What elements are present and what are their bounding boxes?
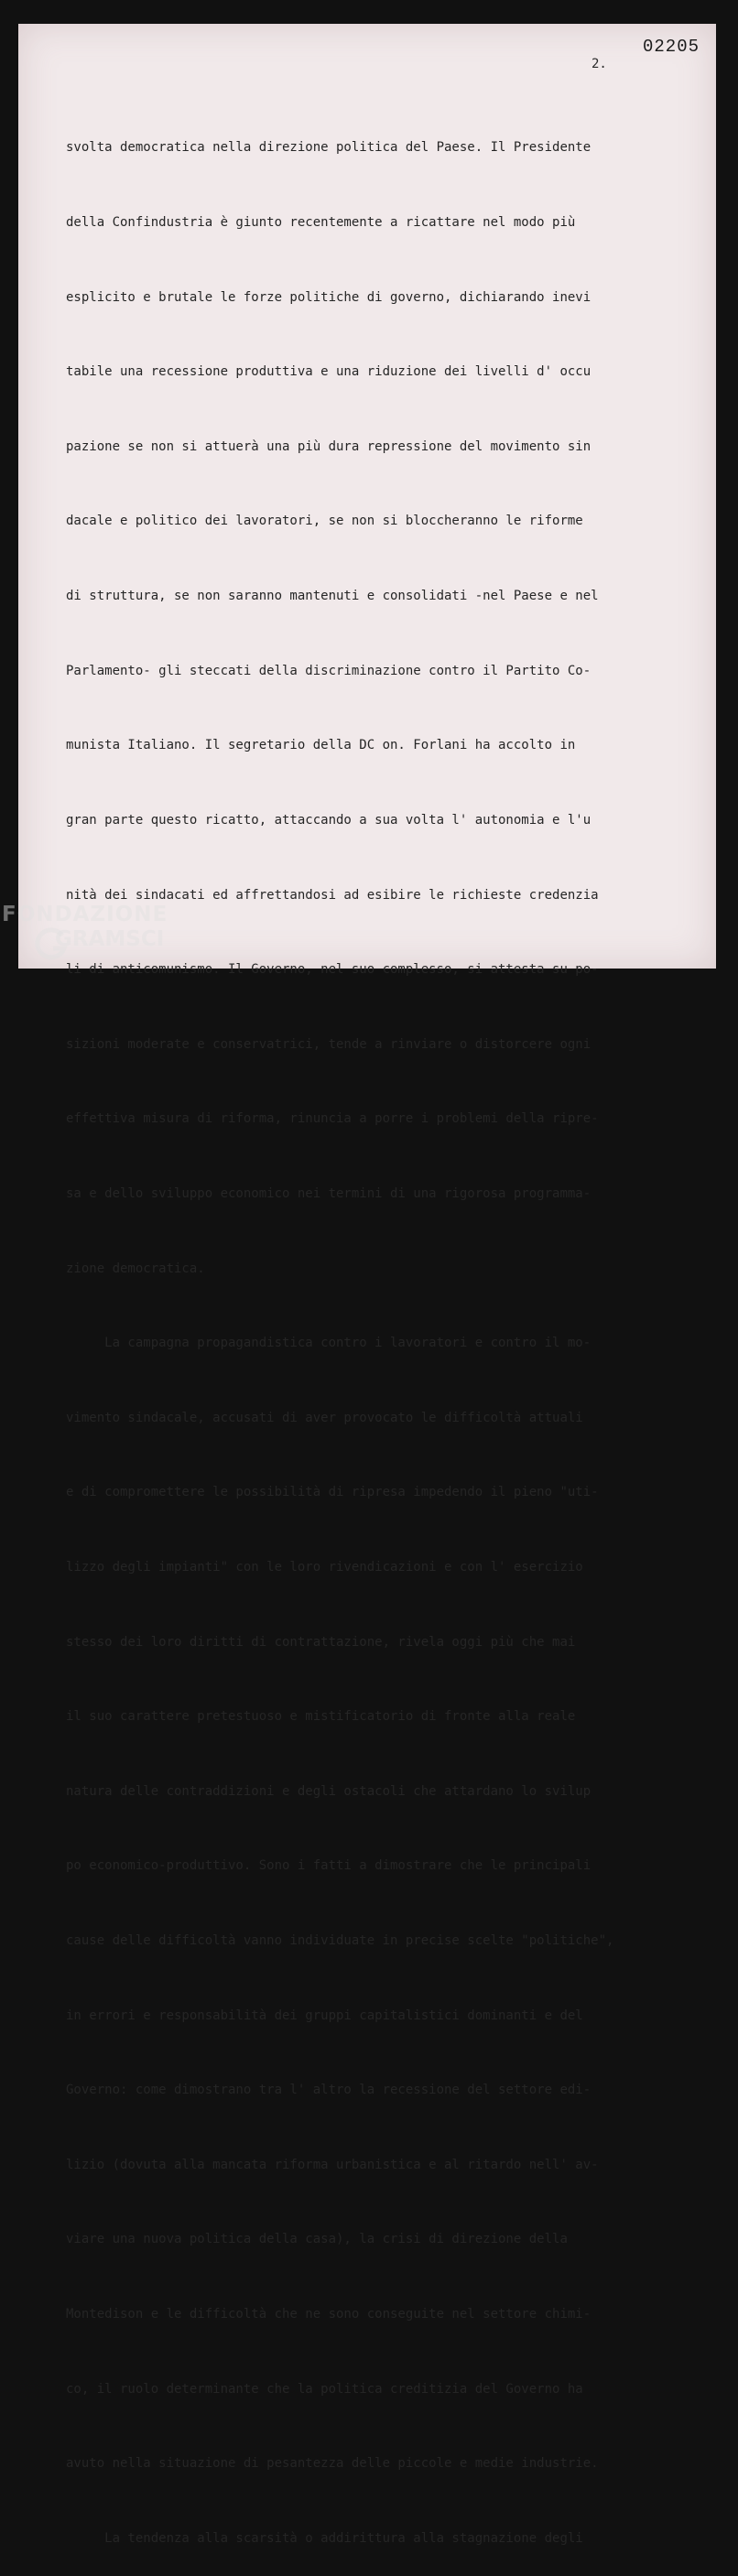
text-line: dacale e politico dei lavoratori, se non si bloccheranno le riforme [66,514,583,529]
gramsci-logo-icon [33,926,70,963]
text-line: nità dei sindacati ed affrettandosi ad esibire le richieste credenzia [66,887,599,903]
text-line: gran parte questo ricatto, attaccando a sua volta l' autonomia e l'u [66,812,591,828]
text-line: svolta democratica nella direzione politica del Paese. Il Presidente [66,140,591,156]
text-line: effettiva misura di riforma, rinuncia a porre i problemi della ripre- [66,1111,599,1127]
text-line: po economico-produttivo. Sono i fatti a dimostrare che le principali [66,1858,591,1874]
text-line: Montedison e le difficoltà che ne sono conseguite nel settore chimi- [66,2307,591,2322]
text-line: vimento sindacale, accusati di aver provocato le difficoltà attuali [66,1410,583,1425]
page-number: 2. [591,57,607,71]
text-line: lizzo degli impianti" con le loro rivendicazioni e con l' esercizio [66,1559,583,1575]
text-line: sizioni moderate e conservatrici, tende a rinviare o distorcere ogni [66,1036,591,1052]
text-line: La tendenza alla scarsità o addirittura alla stagnazione degli [66,2530,583,2546]
text-line: esplicito e brutale le forze politiche di governo, dichiarando inevi [66,289,591,305]
text-line: sa e dello sviluppo economico nei termini di una rigorosa programma- [66,1185,591,1201]
body-text [66,86,707,2576]
text-line: avuto nella situazione di pesantezza delle piccole e medie industrie. [66,2456,599,2472]
text-line: Governo: come dimostrano tra l' altro la recessione del settore edi- [66,2083,591,2098]
text-line: Parlamento- gli steccati della discriminazione contro il Partito Co- [66,663,591,678]
watermark-line-1: FONDAZIONE [2,903,168,926]
text-line: della Confindustria è giunto recentemente a ricattare nel modo più [66,215,576,231]
text-line: di struttura, se non saranno mantenuti e consolidati -nel Paese e nel [66,589,599,604]
text-line: zione democratica. [66,1261,205,1276]
text-line: cause delle difficoltà vanno individuate in precise scelte "politiche", [66,1933,614,1949]
text-line: pazione se non si attuerà una più dura repressione del movimento sin [66,438,591,454]
text-line: tabile una recessione produttiva e una riduzione dei livelli d' occu [66,364,591,380]
text-line: lizio (dovuta alla mancata riforma urbanistica e al ritardo nell' av- [66,2157,599,2172]
text-line: viare una nuova politica della casa), la crisi di direzione della [66,2232,568,2247]
text-line: co, il ruolo determinante che la politica creditizia del Governo ha [66,2381,583,2397]
text-line: li di anticomunismo. Il Governo, nel suo complesso, si attesta su po- [66,962,599,978]
archive-number: 02205 [643,37,700,57]
text-line: il suo carattere pretestuoso e mistificatorio di fronte alla reale [66,1709,576,1725]
fondazione-gramsci-watermark [2,904,168,950]
watermark-line-2: GRAMSCI [55,927,165,951]
text-line: in errori e responsabilità dei gruppi capitalistici dominanti e del [66,2008,583,2023]
text-line: stesso dei loro diritti di contrattazione, rivela oggi più che mai [66,1634,576,1650]
text-line: e di compromettere le possibilità di ripresa impedendo il pieno "uti- [66,1485,599,1500]
text-line: natura delle contraddizioni e degli ostacoli che attardano lo svilup [66,1783,591,1799]
text-line: munista Italiano. Il segretario della DC on. Forlani ha accolto in [66,738,576,753]
text-line: La campagna propagandistica contro i lavoratori e contro il mo- [66,1336,591,1351]
